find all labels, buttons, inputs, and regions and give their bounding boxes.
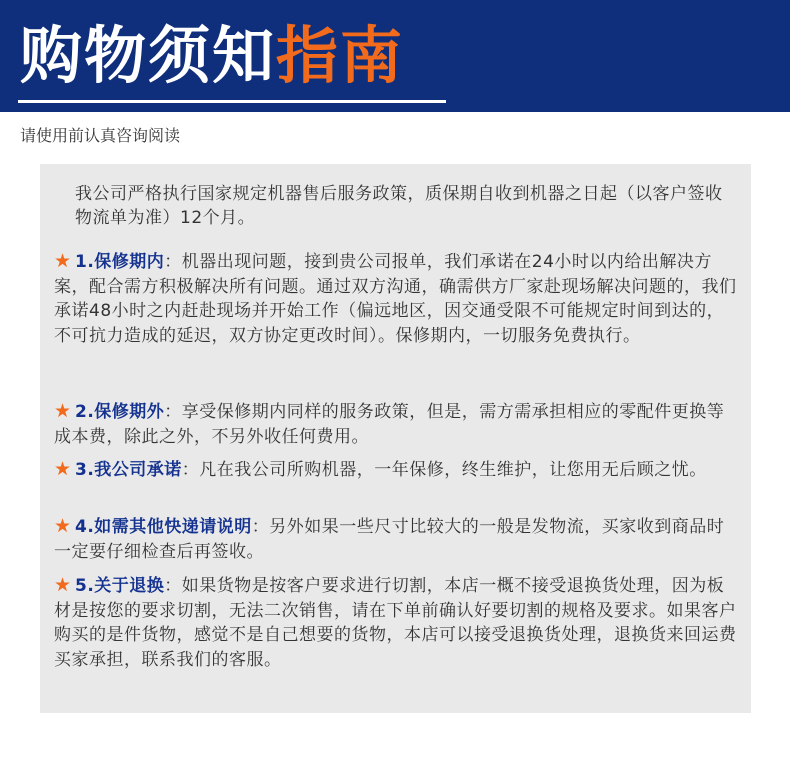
policy-item-heading: 5.关于退换 xyxy=(75,576,165,596)
policy-item-text: 机器出现问题，接到贵公司报单，我们承诺在24小时以内给出解决方案，配合需方积极解决所有问题。通过双方沟通，确需供方厂家赴现场解决问题的，我们承诺48小时之内赶赴现场并开始工作（偏远地区，因交通受限不可能规定时间到达的，不可抗力造成的延迟，双方协定更改时间）。保修期内，一切服务免费执行。 xyxy=(54,252,737,346)
policy-item-separator: ： xyxy=(164,252,182,272)
star-icon: ★ xyxy=(54,400,72,422)
policy-item-heading: 2.保修期外 xyxy=(75,402,165,422)
header-banner xyxy=(0,0,790,112)
notice-panel xyxy=(40,164,751,713)
policy-item-text: 如果货物是按客户要求进行切割，本店一概不接受退换货处理，因为板材是按您的要求切割，无法二次销售，请在下单前确认好要切割的规格及要求。如果客户购买的是件货物，感觉不是自己想要的货物，本店可以接受退换货处理，退换货来回运费买家承担，联系我们的客服。 xyxy=(54,576,737,670)
policy-item-promise xyxy=(54,457,738,483)
policy-item-shipping xyxy=(54,514,738,564)
policy-item-text: 享受保修期内同样的服务政策，但是，需方需承担相应的零配件更换等成本费，除此之外，不另外收任何费用。 xyxy=(54,402,725,447)
policy-item-warranty-in xyxy=(54,249,738,348)
star-icon: ★ xyxy=(54,515,72,537)
page-title-accent: 指南 xyxy=(276,19,405,92)
star-icon: ★ xyxy=(54,574,72,596)
policy-item-separator: ： xyxy=(164,576,182,596)
policy-item-returns xyxy=(54,573,738,672)
page-title xyxy=(20,16,404,96)
page-title-main: 购物须知 xyxy=(20,19,277,92)
policy-item-heading: 1.保修期内 xyxy=(75,252,165,272)
policy-item-separator: ： xyxy=(181,460,200,480)
policy-item-heading: 3.我公司承诺 xyxy=(75,460,182,480)
policy-item-warranty-out xyxy=(54,399,738,449)
policy-item-separator: ： xyxy=(251,517,270,537)
intro-paragraph: 我公司严格执行国家规定机器售后服务政策，质保期自收到机器之日起（以客户签收物流单为准）12个月。 xyxy=(75,184,723,228)
policy-item-text: 凡在我公司所购机器，一年保修，终生维护，让您用无后顾之忧。 xyxy=(199,460,707,480)
page-subtitle: 请使用前认真咨询阅读 xyxy=(20,126,181,145)
star-icon: ★ xyxy=(54,458,72,480)
policy-item-heading: 4.如需其他快递请说明 xyxy=(75,517,252,537)
policy-item-separator: ： xyxy=(164,402,182,422)
star-icon: ★ xyxy=(54,250,72,272)
title-underline xyxy=(18,100,446,103)
policy-item-text: 另外如果一些尺寸比较大的一般是发物流，买家收到商品时一定要仔细检查后再签收。 xyxy=(54,517,725,562)
